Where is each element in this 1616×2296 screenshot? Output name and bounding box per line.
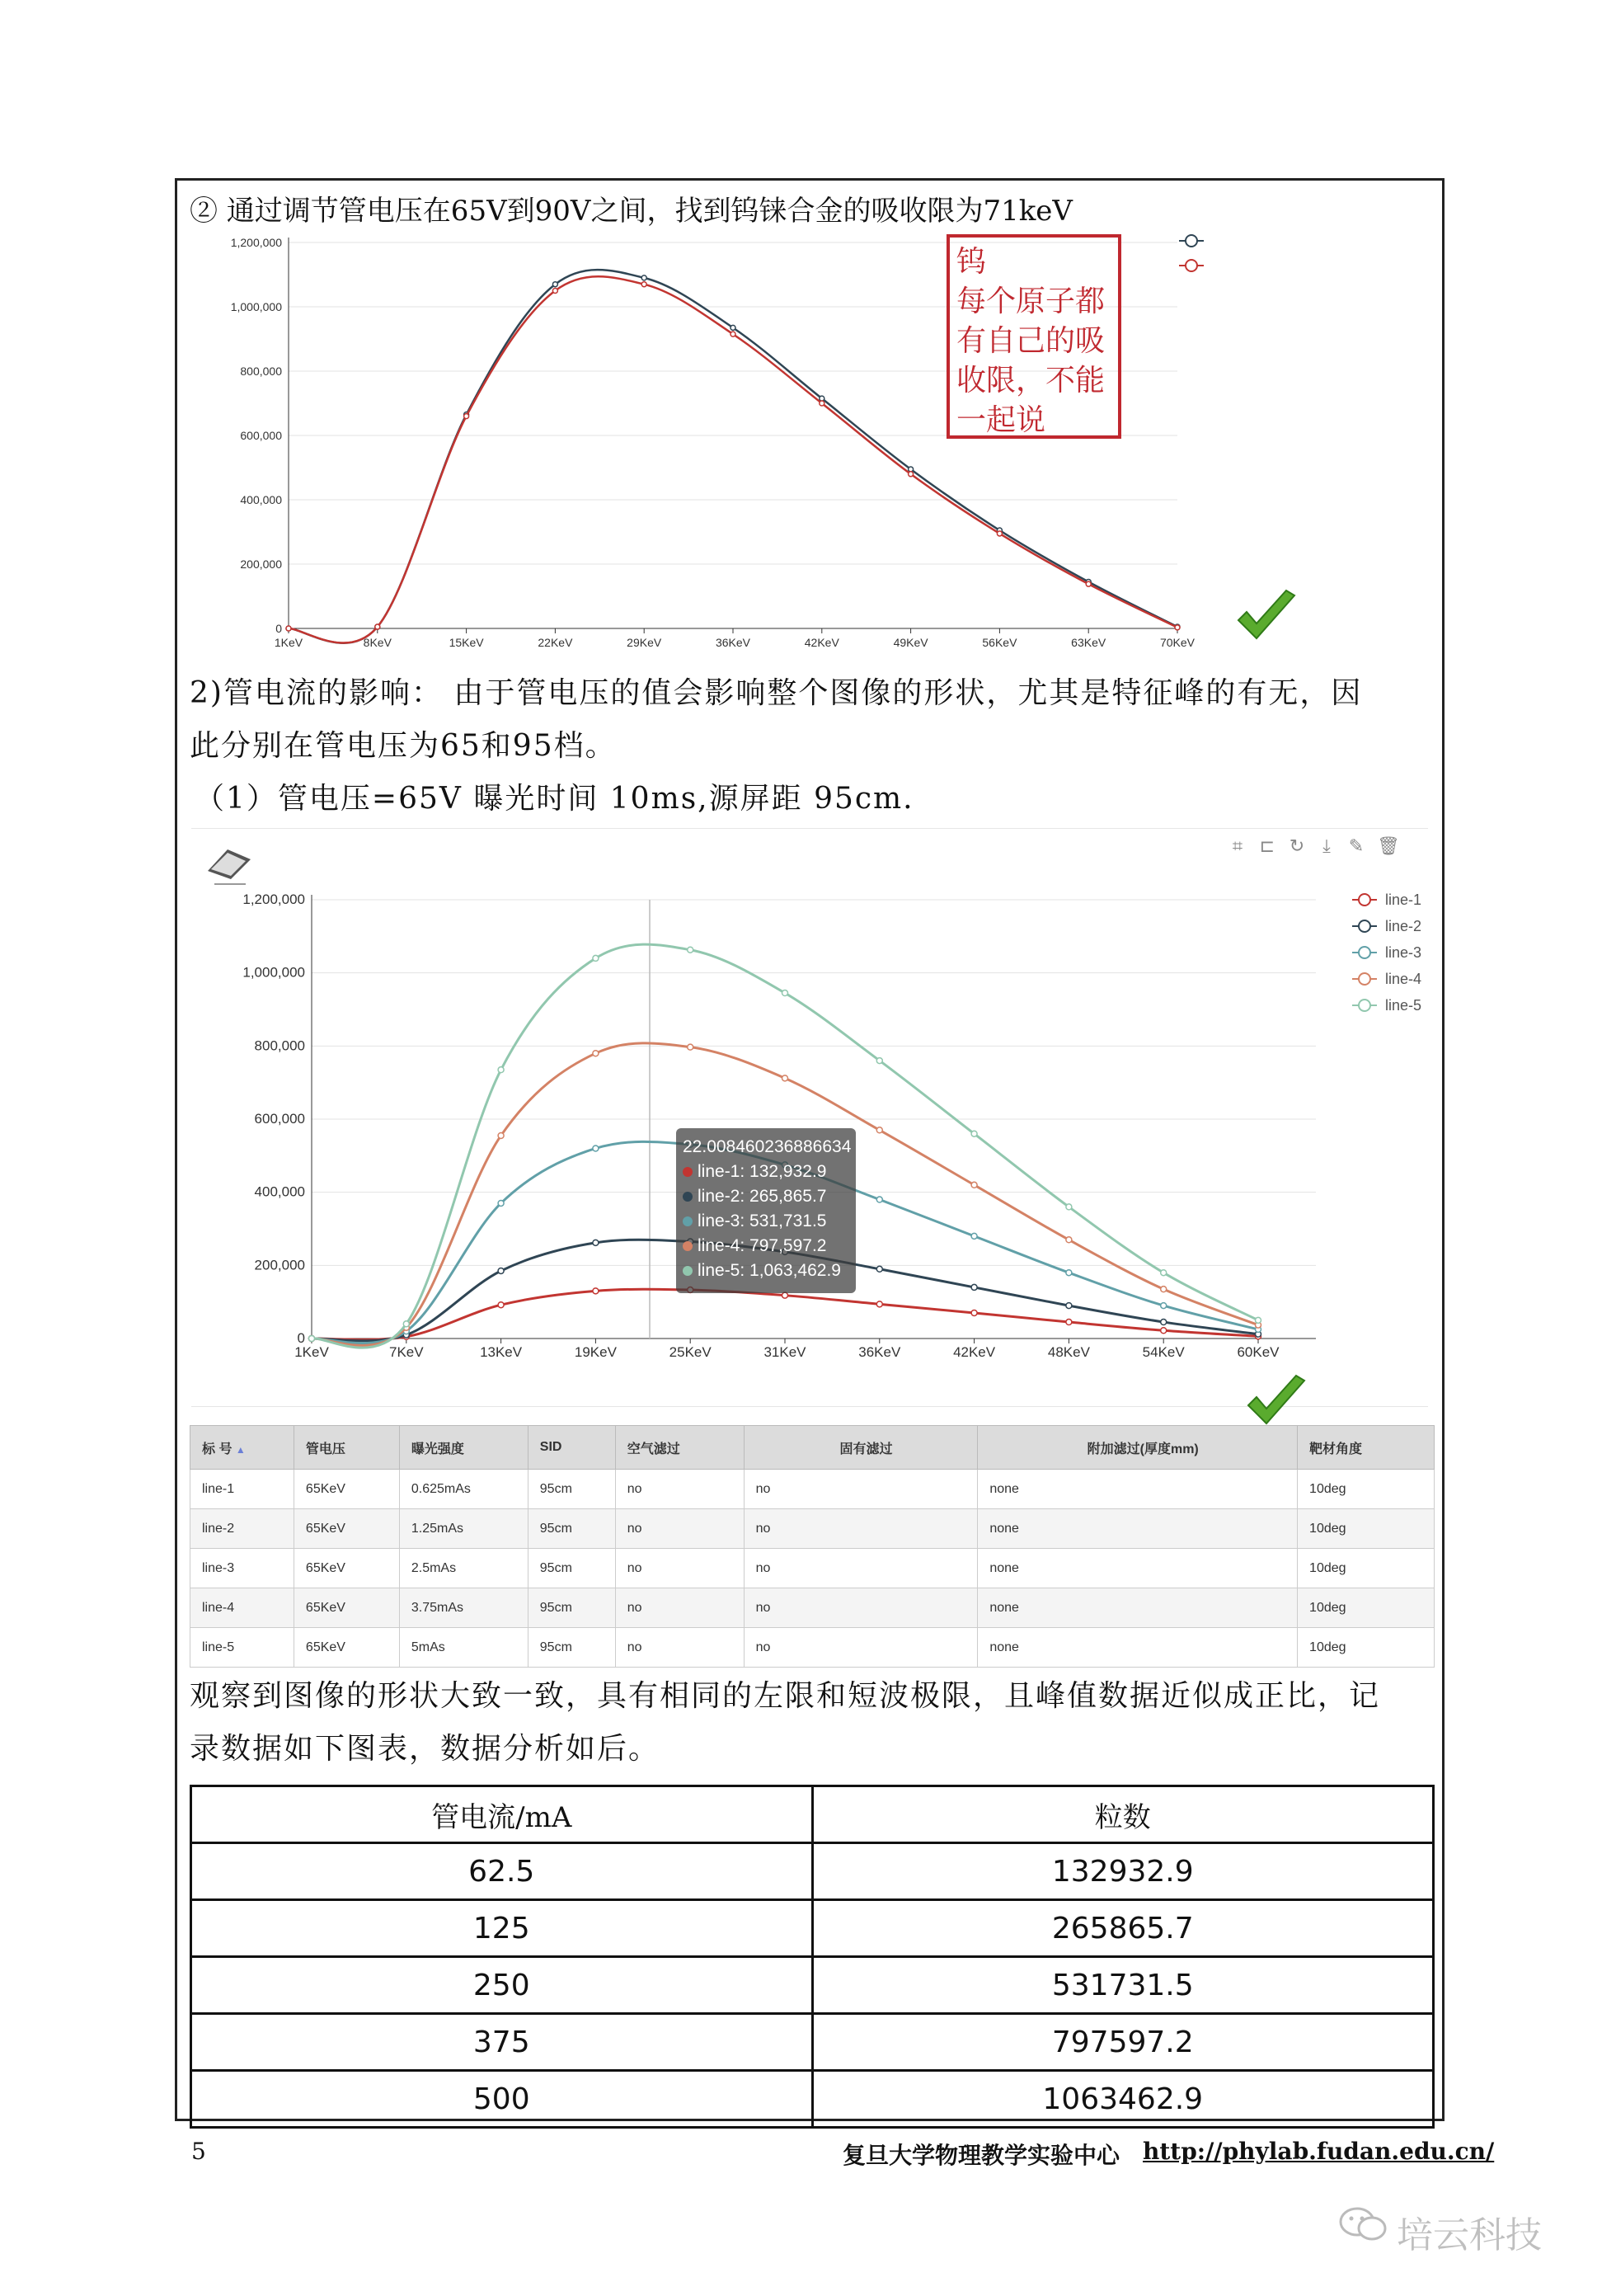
x-tick-label: 48KeV <box>1047 1344 1090 1360</box>
tooltip-value: line-3: 531,731.5 <box>698 1212 827 1230</box>
table-cell: 1.25mAs <box>399 1509 528 1549</box>
table-cell: none <box>978 1509 1298 1549</box>
x-tick-label: 49KeV <box>893 636 928 649</box>
table-row <box>191 2071 1434 2128</box>
x-tick-label: 13KeV <box>480 1344 523 1360</box>
crop-icon[interactable]: ⌗ <box>1232 836 1243 857</box>
x-tick-label: 15KeV <box>449 636 484 649</box>
table-cell: line-2 <box>190 1509 294 1549</box>
x-tick-label: 29KeV <box>627 636 662 649</box>
legend-label[interactable]: line-3 <box>1385 944 1422 961</box>
table-cell: 250 <box>191 1957 813 2014</box>
data-point[interactable] <box>730 332 735 336</box>
tooltip-row <box>683 1234 849 1259</box>
tooltip-value: line-2: 265,865.7 <box>698 1187 827 1206</box>
data-point[interactable] <box>1161 1320 1167 1325</box>
results-table <box>190 1785 1435 2129</box>
table-cell: 95cm <box>528 1509 615 1549</box>
tooltip-value: line-4: 797,597.2 <box>698 1236 827 1255</box>
data-point[interactable] <box>593 1146 599 1151</box>
table-cell: line-3 <box>190 1549 294 1588</box>
data-point[interactable] <box>309 1336 315 1342</box>
note-line: 一起说 <box>956 403 1046 437</box>
legend-label[interactable]: line-4 <box>1385 971 1422 987</box>
column-header[interactable]: 管电压 <box>294 1426 399 1470</box>
settings-table <box>190 1425 1435 1668</box>
chart-tooltip <box>676 1128 856 1293</box>
data-point[interactable] <box>1066 1237 1072 1243</box>
dot-icon <box>683 1216 693 1226</box>
table-cell: 65KeV <box>294 1549 399 1588</box>
data-point[interactable] <box>593 1288 599 1294</box>
table-cell: 65KeV <box>294 1470 399 1509</box>
data-point[interactable] <box>1066 1303 1072 1309</box>
chart-toolbar <box>1228 836 1400 857</box>
table-row[interactable] <box>190 1628 1435 1668</box>
table-cell: 797597.2 <box>812 2014 1434 2071</box>
table-cell: 375 <box>191 2014 813 2071</box>
column-header[interactable]: SID <box>528 1426 615 1470</box>
x-tick-label: 1KeV <box>274 636 303 649</box>
y-tick-label: 1,200,000 <box>242 892 305 907</box>
tooltip-value: line-1: 132,932.9 <box>698 1162 827 1181</box>
data-point[interactable] <box>552 282 557 287</box>
data-point[interactable] <box>1256 1317 1261 1323</box>
table-cell: 10deg <box>1298 1628 1435 1668</box>
crop-undo-icon[interactable]: ⊏ <box>1259 836 1275 857</box>
dot-icon <box>683 1241 693 1251</box>
data-point[interactable] <box>375 624 380 629</box>
legend-marker[interactable] <box>1359 1000 1370 1011</box>
table-cell: no <box>744 1549 978 1588</box>
data-point[interactable] <box>498 1268 504 1273</box>
checkmark-icon <box>1233 587 1299 645</box>
data-point[interactable] <box>1086 581 1091 586</box>
heading-absorption-limit: ② 通过调节管电压在65V到90V之间，找到钨铼合金的吸收限为71keV <box>190 195 1073 228</box>
x-tick-label: 42KeV <box>804 636 839 649</box>
legend-marker[interactable] <box>1359 973 1370 985</box>
table-cell: 125 <box>191 1900 813 1957</box>
table-cell: 500 <box>191 2071 813 2128</box>
legend-marker[interactable] <box>1359 947 1370 958</box>
tooltip-value: line-5: 1,063,462.9 <box>698 1261 841 1280</box>
table-cell: 3.75mAs <box>399 1588 528 1628</box>
data-point[interactable] <box>971 1182 977 1188</box>
table-row <box>191 2014 1434 2071</box>
table-cell: 132932.9 <box>812 1843 1434 1900</box>
data-point[interactable] <box>1161 1270 1167 1276</box>
x-tick-label: 8KeV <box>363 636 392 649</box>
table-cell: 531731.5 <box>812 1957 1434 2014</box>
data-point[interactable] <box>1066 1204 1072 1210</box>
x-tick-label: 63KeV <box>1071 636 1106 649</box>
page-number: 5 <box>191 2138 206 2165</box>
data-point[interactable] <box>782 1292 788 1298</box>
data-point[interactable] <box>498 1302 504 1308</box>
data-point[interactable] <box>641 275 646 280</box>
column-header[interactable]: 空气滤过 <box>615 1426 744 1470</box>
x-tick-label: 7KeV <box>389 1344 424 1360</box>
table-cell: no <box>615 1470 744 1509</box>
data-point[interactable] <box>286 626 291 631</box>
table-cell: 65KeV <box>294 1588 399 1628</box>
data-point[interactable] <box>498 1200 504 1206</box>
y-tick-label: 600,000 <box>240 429 282 442</box>
chart-current <box>198 874 1435 1369</box>
checkmark-icon <box>1243 1372 1309 1430</box>
table-cell: line-1 <box>190 1470 294 1509</box>
data-point[interactable] <box>1175 625 1180 630</box>
note-line: 钨 <box>956 245 987 279</box>
table-cell: no <box>744 1628 978 1668</box>
table-cell: 265865.7 <box>812 1900 1434 1957</box>
x-tick-label: 22KeV <box>538 636 573 649</box>
data-point[interactable] <box>688 947 693 953</box>
data-point[interactable] <box>876 1058 882 1064</box>
legend-label[interactable]: line-2 <box>1385 918 1422 934</box>
legend-marker[interactable] <box>1186 260 1197 271</box>
column-header[interactable]: 附加滤过(厚度mm) <box>978 1426 1298 1470</box>
table-row[interactable] <box>190 1588 1435 1628</box>
data-point[interactable] <box>1161 1287 1167 1292</box>
paragraph-observation-2: 录数据如下图表，数据分析如后。 <box>190 1732 660 1766</box>
y-tick-label: 600,000 <box>254 1111 305 1127</box>
footer-org: 复旦大学物理教学实验中心 <box>843 2142 1120 2169</box>
x-tick-label: 36KeV <box>715 636 751 649</box>
data-point[interactable] <box>1161 1328 1167 1334</box>
table-cell: 10deg <box>1298 1549 1435 1588</box>
download-icon[interactable]: ⤓ <box>1322 836 1331 857</box>
table-cell: no <box>615 1509 744 1549</box>
legend-label[interactable]: line-5 <box>1385 997 1422 1014</box>
data-point[interactable] <box>593 1240 599 1245</box>
tooltip-row <box>683 1160 849 1184</box>
table-row[interactable] <box>190 1549 1435 1588</box>
data-point[interactable] <box>876 1127 882 1133</box>
legend-label[interactable]: line-1 <box>1385 892 1422 908</box>
data-point[interactable] <box>688 1044 693 1050</box>
data-point[interactable] <box>1066 1320 1072 1325</box>
column-header[interactable]: 标 号 ▲ <box>190 1426 294 1470</box>
x-tick-label: 42KeV <box>953 1344 996 1360</box>
data-point[interactable] <box>593 955 599 961</box>
table-cell: 95cm <box>528 1470 615 1509</box>
table-cell: no <box>615 1628 744 1668</box>
legend-marker[interactable] <box>1359 920 1370 932</box>
table-cell: 10deg <box>1298 1470 1435 1509</box>
table-cell: no <box>615 1588 744 1628</box>
table-cell: 10deg <box>1298 1509 1435 1549</box>
x-tick-label: 54KeV <box>1142 1344 1185 1360</box>
data-point[interactable] <box>730 325 735 330</box>
data-point[interactable] <box>909 472 914 477</box>
column-header[interactable]: 曝光强度 <box>399 1426 528 1470</box>
data-point[interactable] <box>464 414 469 419</box>
data-point[interactable] <box>552 289 557 294</box>
wechat-icon <box>1337 2204 1390 2243</box>
data-point[interactable] <box>1161 1303 1167 1309</box>
table-cell: 1063462.9 <box>812 2071 1434 2128</box>
trash-icon[interactable]: 🗑 <box>1377 836 1400 857</box>
table-cell: none <box>978 1628 1298 1668</box>
y-tick-label: 200,000 <box>254 1257 305 1273</box>
dot-icon <box>683 1167 693 1177</box>
y-tick-label: 400,000 <box>240 493 282 506</box>
data-point[interactable] <box>971 1233 977 1239</box>
tooltip-title: 22.008460236886634 <box>683 1137 852 1156</box>
table-cell: no <box>615 1549 744 1588</box>
data-point[interactable] <box>876 1197 882 1202</box>
column-header: 管电流/mA <box>191 1786 813 1843</box>
data-point[interactable] <box>997 531 1002 536</box>
refresh-icon[interactable]: ↻ <box>1289 836 1305 857</box>
note-line: 每个原子都 <box>956 285 1106 318</box>
column-header[interactable]: 固有滤过 <box>744 1426 978 1470</box>
table-row[interactable] <box>190 1509 1435 1549</box>
tooltip-row <box>683 1209 849 1234</box>
legend-marker[interactable] <box>1186 235 1197 247</box>
table-cell: no <box>744 1588 978 1628</box>
table-cell: 95cm <box>528 1549 615 1588</box>
table-cell: 5mAs <box>399 1628 528 1668</box>
x-tick-label: 60KeV <box>1237 1344 1280 1360</box>
data-point[interactable] <box>971 1131 977 1136</box>
data-point[interactable] <box>876 1266 882 1272</box>
note-line: 收限，不能 <box>956 364 1106 398</box>
y-tick-label: 400,000 <box>254 1183 305 1200</box>
table-cell: none <box>978 1470 1298 1509</box>
table-cell: 65KeV <box>294 1509 399 1549</box>
x-tick-label: 19KeV <box>574 1344 617 1360</box>
y-tick-label: 1,200,000 <box>230 236 282 249</box>
paragraph-observation: 观察到图像的形状大致一致，具有相同的左限和短波极限，且峰值数据近似成正比，记 <box>190 1679 1381 1713</box>
sort-asc-icon[interactable]: ▲ <box>235 1443 246 1456</box>
table-cell: 65KeV <box>294 1628 399 1668</box>
x-tick-label: 70KeV <box>1159 636 1196 649</box>
edit-icon[interactable]: ✎ <box>1348 836 1365 857</box>
table-cell: no <box>744 1470 978 1509</box>
dot-icon <box>683 1192 693 1202</box>
y-tick-label: 1,000,000 <box>242 964 305 981</box>
data-point[interactable] <box>498 1132 504 1138</box>
note-line: 有自己的吸 <box>956 324 1106 358</box>
data-point[interactable] <box>403 1321 409 1327</box>
data-point[interactable] <box>782 1075 788 1081</box>
x-tick-label: 36KeV <box>858 1344 901 1360</box>
table-row <box>191 1900 1434 1957</box>
dot-icon <box>683 1266 693 1276</box>
y-tick-label: 0 <box>275 622 282 635</box>
legend-marker[interactable] <box>1359 894 1370 906</box>
data-point[interactable] <box>971 1310 977 1315</box>
y-tick-label: 0 <box>297 1330 305 1346</box>
data-point[interactable] <box>641 282 646 287</box>
y-tick-label: 800,000 <box>240 365 282 378</box>
tooltip-row <box>683 1259 849 1283</box>
x-tick-label: 25KeV <box>669 1344 712 1360</box>
y-tick-label: 200,000 <box>240 558 282 571</box>
paragraph-current-effect: 2)管电流的影响： 由于管电压的值会影响整个图像的形状，尤其是特征峰的有无，因 <box>190 676 1363 710</box>
table-cell: line-4 <box>190 1588 294 1628</box>
paragraph-conditions: （1）管电压=65V 曝光时间 10ms,源屏距 95cm. <box>195 782 914 816</box>
table-cell: 0.625mAs <box>399 1470 528 1509</box>
table-cell: 2.5mAs <box>399 1549 528 1588</box>
table-row[interactable] <box>190 1470 1435 1509</box>
data-point[interactable] <box>782 990 788 996</box>
x-tick-label: 1KeV <box>294 1344 329 1360</box>
data-point[interactable] <box>876 1301 882 1307</box>
table-cell: line-5 <box>190 1628 294 1668</box>
table-row <box>191 1957 1434 2014</box>
note-box <box>947 234 1121 439</box>
table-row <box>191 1843 1434 1900</box>
table-cell: no <box>744 1509 978 1549</box>
table-cell: 10deg <box>1298 1588 1435 1628</box>
column-header: 粒数 <box>812 1786 1434 1843</box>
x-tick-label: 31KeV <box>763 1344 806 1360</box>
footer-url[interactable]: http://phylab.fudan.edu.cn/ <box>1143 2138 1495 2165</box>
table-cell: none <box>978 1549 1298 1588</box>
tooltip-row <box>683 1184 849 1209</box>
data-point[interactable] <box>593 1051 599 1056</box>
x-tick-label: 56KeV <box>982 636 1017 649</box>
data-point[interactable] <box>498 1067 504 1073</box>
column-header[interactable]: 靶材角度 <box>1298 1426 1435 1470</box>
table-cell: 95cm <box>528 1588 615 1628</box>
data-point[interactable] <box>820 401 824 406</box>
watermark: 培云科技 <box>1397 2214 1542 2256</box>
paragraph-current-effect-2: 此分别在管电压为65和95档。 <box>190 729 617 763</box>
table-cell: none <box>978 1588 1298 1628</box>
y-tick-label: 1,000,000 <box>230 300 282 313</box>
data-point[interactable] <box>1066 1270 1072 1276</box>
y-tick-label: 800,000 <box>254 1037 305 1054</box>
data-point[interactable] <box>971 1284 977 1290</box>
table-cell: 62.5 <box>191 1843 813 1900</box>
table-cell: 95cm <box>528 1628 615 1668</box>
